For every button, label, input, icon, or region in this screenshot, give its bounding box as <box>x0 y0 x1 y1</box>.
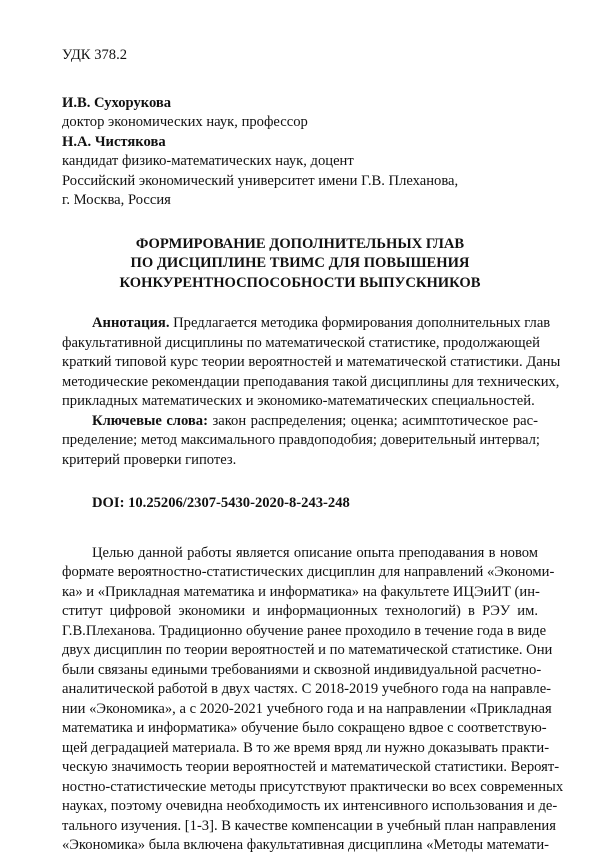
authors-block <box>62 94 538 211</box>
abstract <box>62 314 538 412</box>
body-line: были связаны едиными требованиями и сквозной индивидуальной расчетно- <box>62 661 538 681</box>
keywords-line: пределение; метод максимального правдоподобия; доверительный интервал; <box>62 431 538 451</box>
keywords-text: закон распределения; оценка; асимптотическое рас- <box>212 413 538 429</box>
body-line: нии «Экономика», а с 2020-2021 учебного года и на направлении «Прикладная <box>62 700 538 720</box>
abstract-line: краткий типовой курс теории вероятностей и математической статистики. Даны <box>62 353 538 373</box>
body-line: аналитической работой в двух частях. С 2018-2019 учебного года на направле- <box>62 680 538 700</box>
body-line: математика и информатика» обучение было сокращено вдвое с соответствую- <box>62 719 538 739</box>
doi: DOI: 10.25206/2307-5430-2020-8-243-248 <box>62 494 538 514</box>
abstract-line <box>62 314 538 334</box>
abstract-text: Предлагается методика формирования дополнительных глав <box>173 315 550 331</box>
body-line: ститут цифровой экономики и информационных технологий) в РЭУ им. <box>62 602 538 622</box>
author-detail: г. Москва, Россия <box>62 191 538 211</box>
keywords-line: критерий проверки гипотез. <box>62 451 538 471</box>
abstract-line: прикладных математических и экономико-математических специальностей. <box>62 392 538 412</box>
body-paragraph <box>62 544 538 856</box>
body-line: щей деградацией материала. В то же время вряд ли нужно доказывать практи- <box>62 739 538 759</box>
author-detail: Российский экономический университет имени Г.В. Плеханова, <box>62 172 538 192</box>
title-line: ПО ДИСЦИПЛИНЕ ТВИМС ДЛЯ ПОВЫШЕНИЯ <box>62 254 538 274</box>
body-line: ностно-статистические методы присутствуют практически во всех современных <box>62 778 538 798</box>
body-line: Целью данной работы является описание опыта преподавания в новом <box>62 544 538 564</box>
body-line: «Экономика» была включена факультативная дисциплина «Методы математи- <box>62 836 538 856</box>
body-line: ка» и «Прикладная математика и информатика» на факультете ИЦЭиИТ (ин- <box>62 583 538 603</box>
udk-code: УДК 378.2 <box>62 46 538 66</box>
body-line: тального изучения. [1-3]. В качестве компенсации в учебный план направления <box>62 817 538 837</box>
body-line: науках, поэтому очевидна необходимость их интенсивного использования и де- <box>62 797 538 817</box>
author-name: И.В. Сухорукова <box>62 94 538 114</box>
body-line: ческую значимость теории вероятностей и математической статистики. Вероят- <box>62 758 538 778</box>
author-name: Н.А. Чистякова <box>62 133 538 153</box>
title-line: КОНКУРЕНТНОСПОСОБНОСТИ ВЫПУСКНИКОВ <box>62 274 538 294</box>
body-line: формате вероятностно-статистических дисциплин для направлений «Экономи- <box>62 563 538 583</box>
abstract-line: методические рекомендации преподавания такой дисциплины для технических, <box>62 373 538 393</box>
author-detail: кандидат физико-математических наук, доцент <box>62 152 538 172</box>
keywords-line <box>62 412 538 432</box>
body-line: двух дисциплин по теории вероятностей и по математической статистике. Они <box>62 641 538 661</box>
author-detail: доктор экономических наук, профессор <box>62 113 538 133</box>
title-line: ФОРМИРОВАНИЕ ДОПОЛНИТЕЛЬНЫХ ГЛАВ <box>62 235 538 255</box>
article-title <box>62 235 538 294</box>
keywords <box>62 412 538 471</box>
abstract-line: факультативной дисциплины по математической статистике, продолжающей <box>62 334 538 354</box>
body-line: Г.В.Плеханова. Традиционно обучение ранее проходило в течение года в виде <box>62 622 538 642</box>
article-page <box>0 0 600 849</box>
abstract-label: Аннотация. <box>92 315 169 331</box>
keywords-label: Ключевые слова: <box>92 413 208 429</box>
